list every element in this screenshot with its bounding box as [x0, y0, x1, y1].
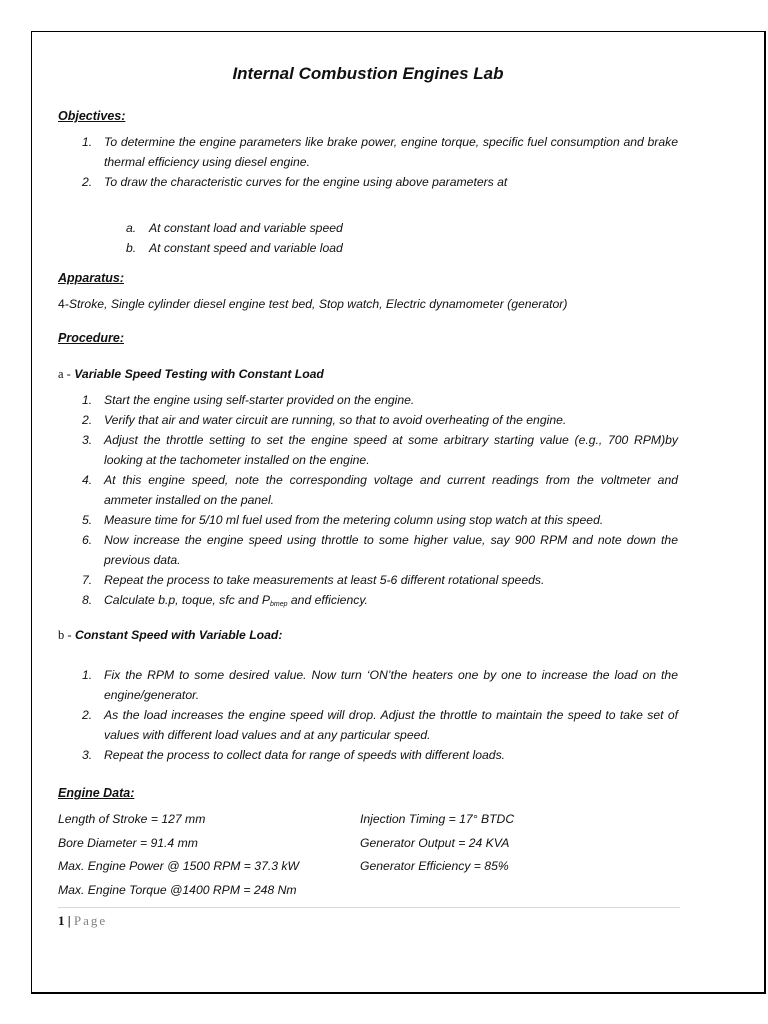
list-item: 6. Now increase the engine speed using throttle to some higher value, say 900 RPM and note down the previous data. — [82, 533, 678, 567]
table-cell: Generator Output = 24 KVA — [360, 835, 510, 850]
list-item: 3. Repeat the process to collect data for range of speeds with different loads. — [82, 748, 506, 762]
list-item: 1. Start the engine using self-starter provided on the engine. — [82, 393, 415, 407]
table-row — [58, 856, 678, 880]
footer-divider — [58, 907, 680, 908]
engine-data-table — [58, 809, 678, 903]
table-cell — [360, 880, 678, 904]
table-row — [58, 880, 678, 904]
engine-data-heading: Engine Data: — [58, 786, 135, 800]
objectives-sublist — [58, 218, 678, 258]
page-label: Page — [73, 913, 108, 928]
table-row — [58, 833, 678, 857]
list-item: 8. Calculate b.p, toque, sfc and $P_{bmep}$ and efficiency. — [82, 593, 368, 608]
list-item: 1. Fix the RPM to some desired value. Now turn ‘ON’the heaters one by one to increase the load on the engine/generator. — [82, 668, 678, 702]
table-cell: Max. Engine Torque @1400 RPM = 248 Nm — [58, 882, 297, 897]
table-cell: Max. Engine Power @ 1500 RPM = 37.3 kW — [58, 859, 299, 873]
list-item: 2. As the load increases the engine speed will drop. Adjust the throttle to maintain the speed to take set of values with different load values and at any particular speed. — [82, 708, 678, 742]
procedure-heading: Procedure: — [58, 331, 124, 345]
document-content — [58, 62, 678, 903]
list-item: 7. Repeat the process to take measurements at least 5-6 different rotational speeds. — [82, 573, 545, 587]
list-item: 5. Measure time for 5/10 ml fuel used from the metering column using stop watch at this speed. — [82, 513, 604, 527]
procedure-a-list — [58, 390, 678, 615]
page-number: 1 — [58, 913, 65, 928]
procedure-b-list — [58, 665, 678, 765]
objectives-list — [58, 132, 678, 192]
table-row — [58, 809, 678, 833]
list-item: a. At constant load and variable speed — [126, 221, 343, 235]
table-cell: Bore Diameter = 91.4 mm — [58, 835, 198, 850]
list-item: 2. To draw the characteristic curves for the engine using above parameters at — [82, 175, 508, 189]
apparatus-text: 4-Stroke, Single cylinder diesel engine test bed, Stop watch, Electric dynamometer (generator) — [58, 297, 568, 311]
table-cell: Generator Efficiency = 85% — [360, 859, 509, 873]
list-item: 2. Verify that air and water circuit are running, so that to avoid overheating of the engine. — [82, 413, 567, 427]
apparatus-heading: Apparatus: — [58, 271, 124, 285]
objectives-heading: Objectives: — [58, 109, 126, 123]
procedure-b-heading: b - Constant Speed with Variable Load: — [58, 628, 283, 642]
list-item: 3. Adjust the throttle setting to set the engine speed at some arbitrary starting value (e.g., 700 RPM)by looking at the tachometer installed on the engine. — [82, 433, 678, 467]
list-item: 1. To determine the engine parameters like brake power, engine torque, specific fuel consumption and brake thermal efficiency using diesel engine. — [82, 135, 678, 169]
procedure-a-heading: a - Variable Speed Testing with Constant Load — [58, 367, 324, 381]
list-item: 4. At this engine speed, note the corresponding voltage and current readings from the voltmeter and ammeter installed on the panel. — [82, 473, 678, 507]
table-cell: Injection Timing = 17° BTDC — [360, 812, 515, 826]
page-title: Internal Combustion Engines Lab — [232, 64, 504, 83]
page-footer: 1 | Page — [58, 913, 108, 928]
list-item: b. At constant speed and variable load — [126, 241, 343, 255]
table-cell: Length of Stroke = 127 mm — [58, 812, 206, 826]
